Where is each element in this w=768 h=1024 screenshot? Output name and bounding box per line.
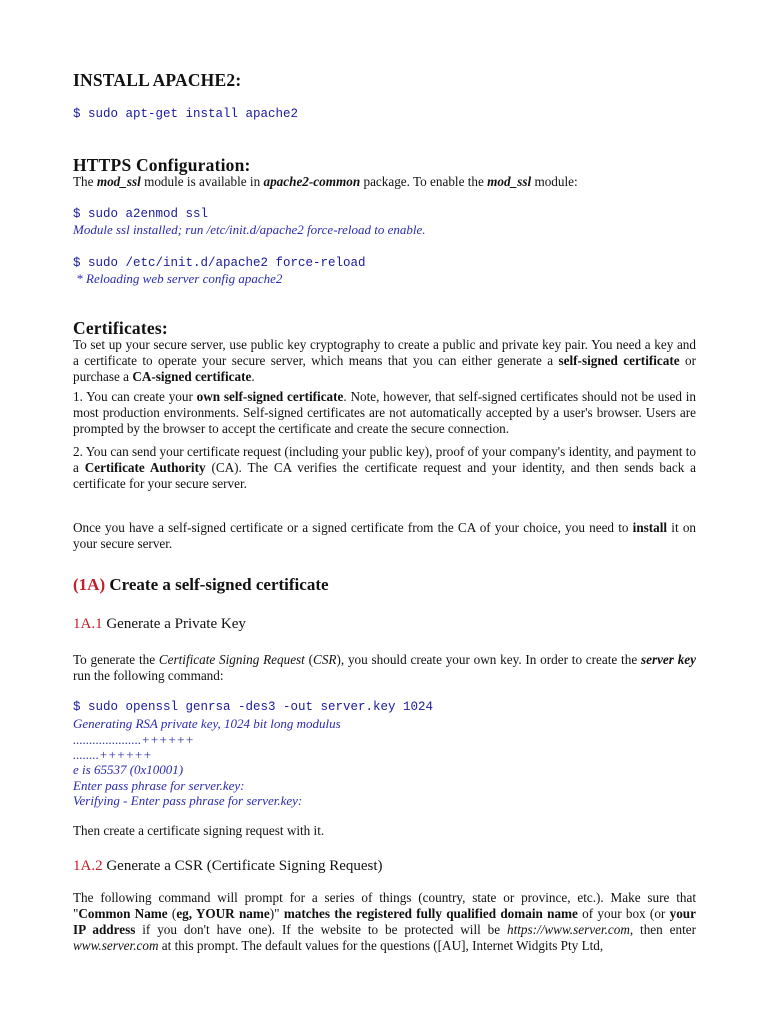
text-run: (CA). The CA verifies the certificate request and your identity, and then sends back a certificate for your secure server. — [73, 460, 697, 491]
text-run: 2. You can send your certificate request (including your public key), proof of your company's identity, and payment to a — [73, 444, 696, 475]
emphasis: self-signed certificate — [558, 353, 680, 368]
section-title: Create a self-signed certificate — [105, 575, 329, 594]
a2enmod-command: $ sudo a2enmod ssl — [73, 207, 209, 221]
genrsa-command: $ sudo openssl genrsa -des3 -out server.key 1024 — [73, 700, 434, 714]
text-run: Once you have a self-signed certificate or a signed certificate from the CA of your choice, you need to — [73, 520, 633, 535]
text-run: To generate the — [73, 652, 159, 667]
module-name: mod_ssl — [96, 174, 141, 189]
https-intro — [73, 174, 578, 190]
section-1a-heading — [73, 575, 329, 595]
certificates-paragraph-1 — [73, 337, 696, 385]
text-run: ), you should create your own key. In order to create the — [336, 652, 641, 667]
a2enmod-output: Module ssl installed; run /etc/init.d/apache2 force-reload to enable. — [73, 222, 426, 237]
text-run: )" — [269, 906, 284, 921]
certificates-paragraph-2 — [73, 389, 696, 437]
section-title: Generate a CSR (Certificate Signing Request) — [102, 858, 383, 874]
url-text: https://www.server.com — [507, 922, 630, 937]
text-run: . Note, however, that self-signed certificates should not be used in most production environments. Self-signed certificates are not automatically accepted by a user's browser. Users are prompted by the browser to accept the certificate and create the secure connection. — [73, 389, 696, 436]
emphasis: Certificate Authority — [84, 460, 206, 475]
emphasis: server key — [640, 652, 696, 667]
emphasis: CSR — [313, 652, 337, 667]
install-heading: INSTALL APACHE2: — [73, 70, 242, 90]
section-1a1-paragraph — [73, 652, 696, 684]
section-number: 1A.1 — [73, 616, 103, 632]
text-run: ( — [167, 906, 177, 921]
text-run: or purchase a — [73, 353, 696, 384]
text-run: The following command will prompt for a series of things (country, state or province, etc.). Make sure that " — [73, 890, 696, 921]
emphasis: your IP address — [73, 906, 696, 937]
emphasis: eg, YOUR name — [176, 906, 270, 921]
text-run: module: — [531, 174, 578, 189]
emphasis: matches the registered fully qualified domain name — [283, 906, 578, 921]
text-run: To set up your secure server, use public key cryptography to create a public and private key pair. You need a key and a certificate to operate your secure server, which means that you can either generate a — [73, 337, 696, 368]
text-run: The — [73, 174, 97, 189]
text-run: . — [251, 369, 255, 384]
section-1a2-paragraph — [73, 890, 696, 954]
emphasis: install — [632, 520, 668, 535]
emphasis: CA-signed certificate — [132, 369, 252, 384]
text-run: at this prompt. The default values for the questions ([AU], Internet Widgits Pty Ltd, — [158, 938, 604, 953]
genrsa-output-line: .....................++++++ — [73, 732, 194, 747]
text-run: of your box (or — [577, 906, 670, 921]
url-text: www.server.com — [73, 938, 159, 953]
install-command: $ sudo apt-get install apache2 — [73, 107, 299, 121]
package-name: apache2-common — [263, 174, 361, 189]
section-1a2-heading — [73, 858, 383, 875]
text-run: it on your secure server. — [73, 520, 697, 551]
text-run: ( — [304, 652, 314, 667]
reload-command: $ sudo /etc/init.d/apache2 force-reload — [73, 256, 366, 270]
module-name: mod_ssl — [487, 174, 532, 189]
certificates-heading: Certificates: — [73, 318, 168, 338]
genrsa-output-line: ........++++++ — [73, 747, 152, 762]
genrsa-output-line: Enter pass phrase for server.key: — [73, 778, 245, 793]
genrsa-output-line: Verifying - Enter pass phrase for server.key: — [73, 793, 303, 808]
text-run: run the following command: — [73, 668, 224, 683]
text-run: package. To enable the — [360, 174, 488, 189]
genrsa-output-line: e is 65537 (0x10001) — [73, 762, 184, 777]
section-1a1-heading — [73, 616, 246, 633]
text-run: , then enter — [629, 922, 696, 937]
emphasis: own self-signed certificate — [196, 389, 344, 404]
certificates-paragraph-4 — [73, 520, 696, 552]
section-title: Generate a Private Key — [102, 616, 246, 632]
reload-output: * Reloading web server config apache2 — [73, 271, 283, 286]
section-number: (1A) — [73, 575, 106, 594]
text-run: if you don't have one). If the website to be protected will be — [135, 922, 508, 937]
emphasis: Certificate Signing Request — [158, 652, 305, 667]
genrsa-output-line: Generating RSA private key, 1024 bit long modulus — [73, 716, 341, 731]
section-number: 1A.2 — [73, 858, 103, 874]
certificates-paragraph-3 — [73, 444, 696, 492]
csr-intro-line: Then create a certificate signing request with it. — [73, 823, 325, 838]
https-heading: HTTPS Configuration: — [73, 155, 251, 175]
text-run: module is available in — [140, 174, 264, 189]
emphasis: Common Name — [78, 906, 168, 921]
text-run: 1. You can create your — [73, 389, 197, 404]
